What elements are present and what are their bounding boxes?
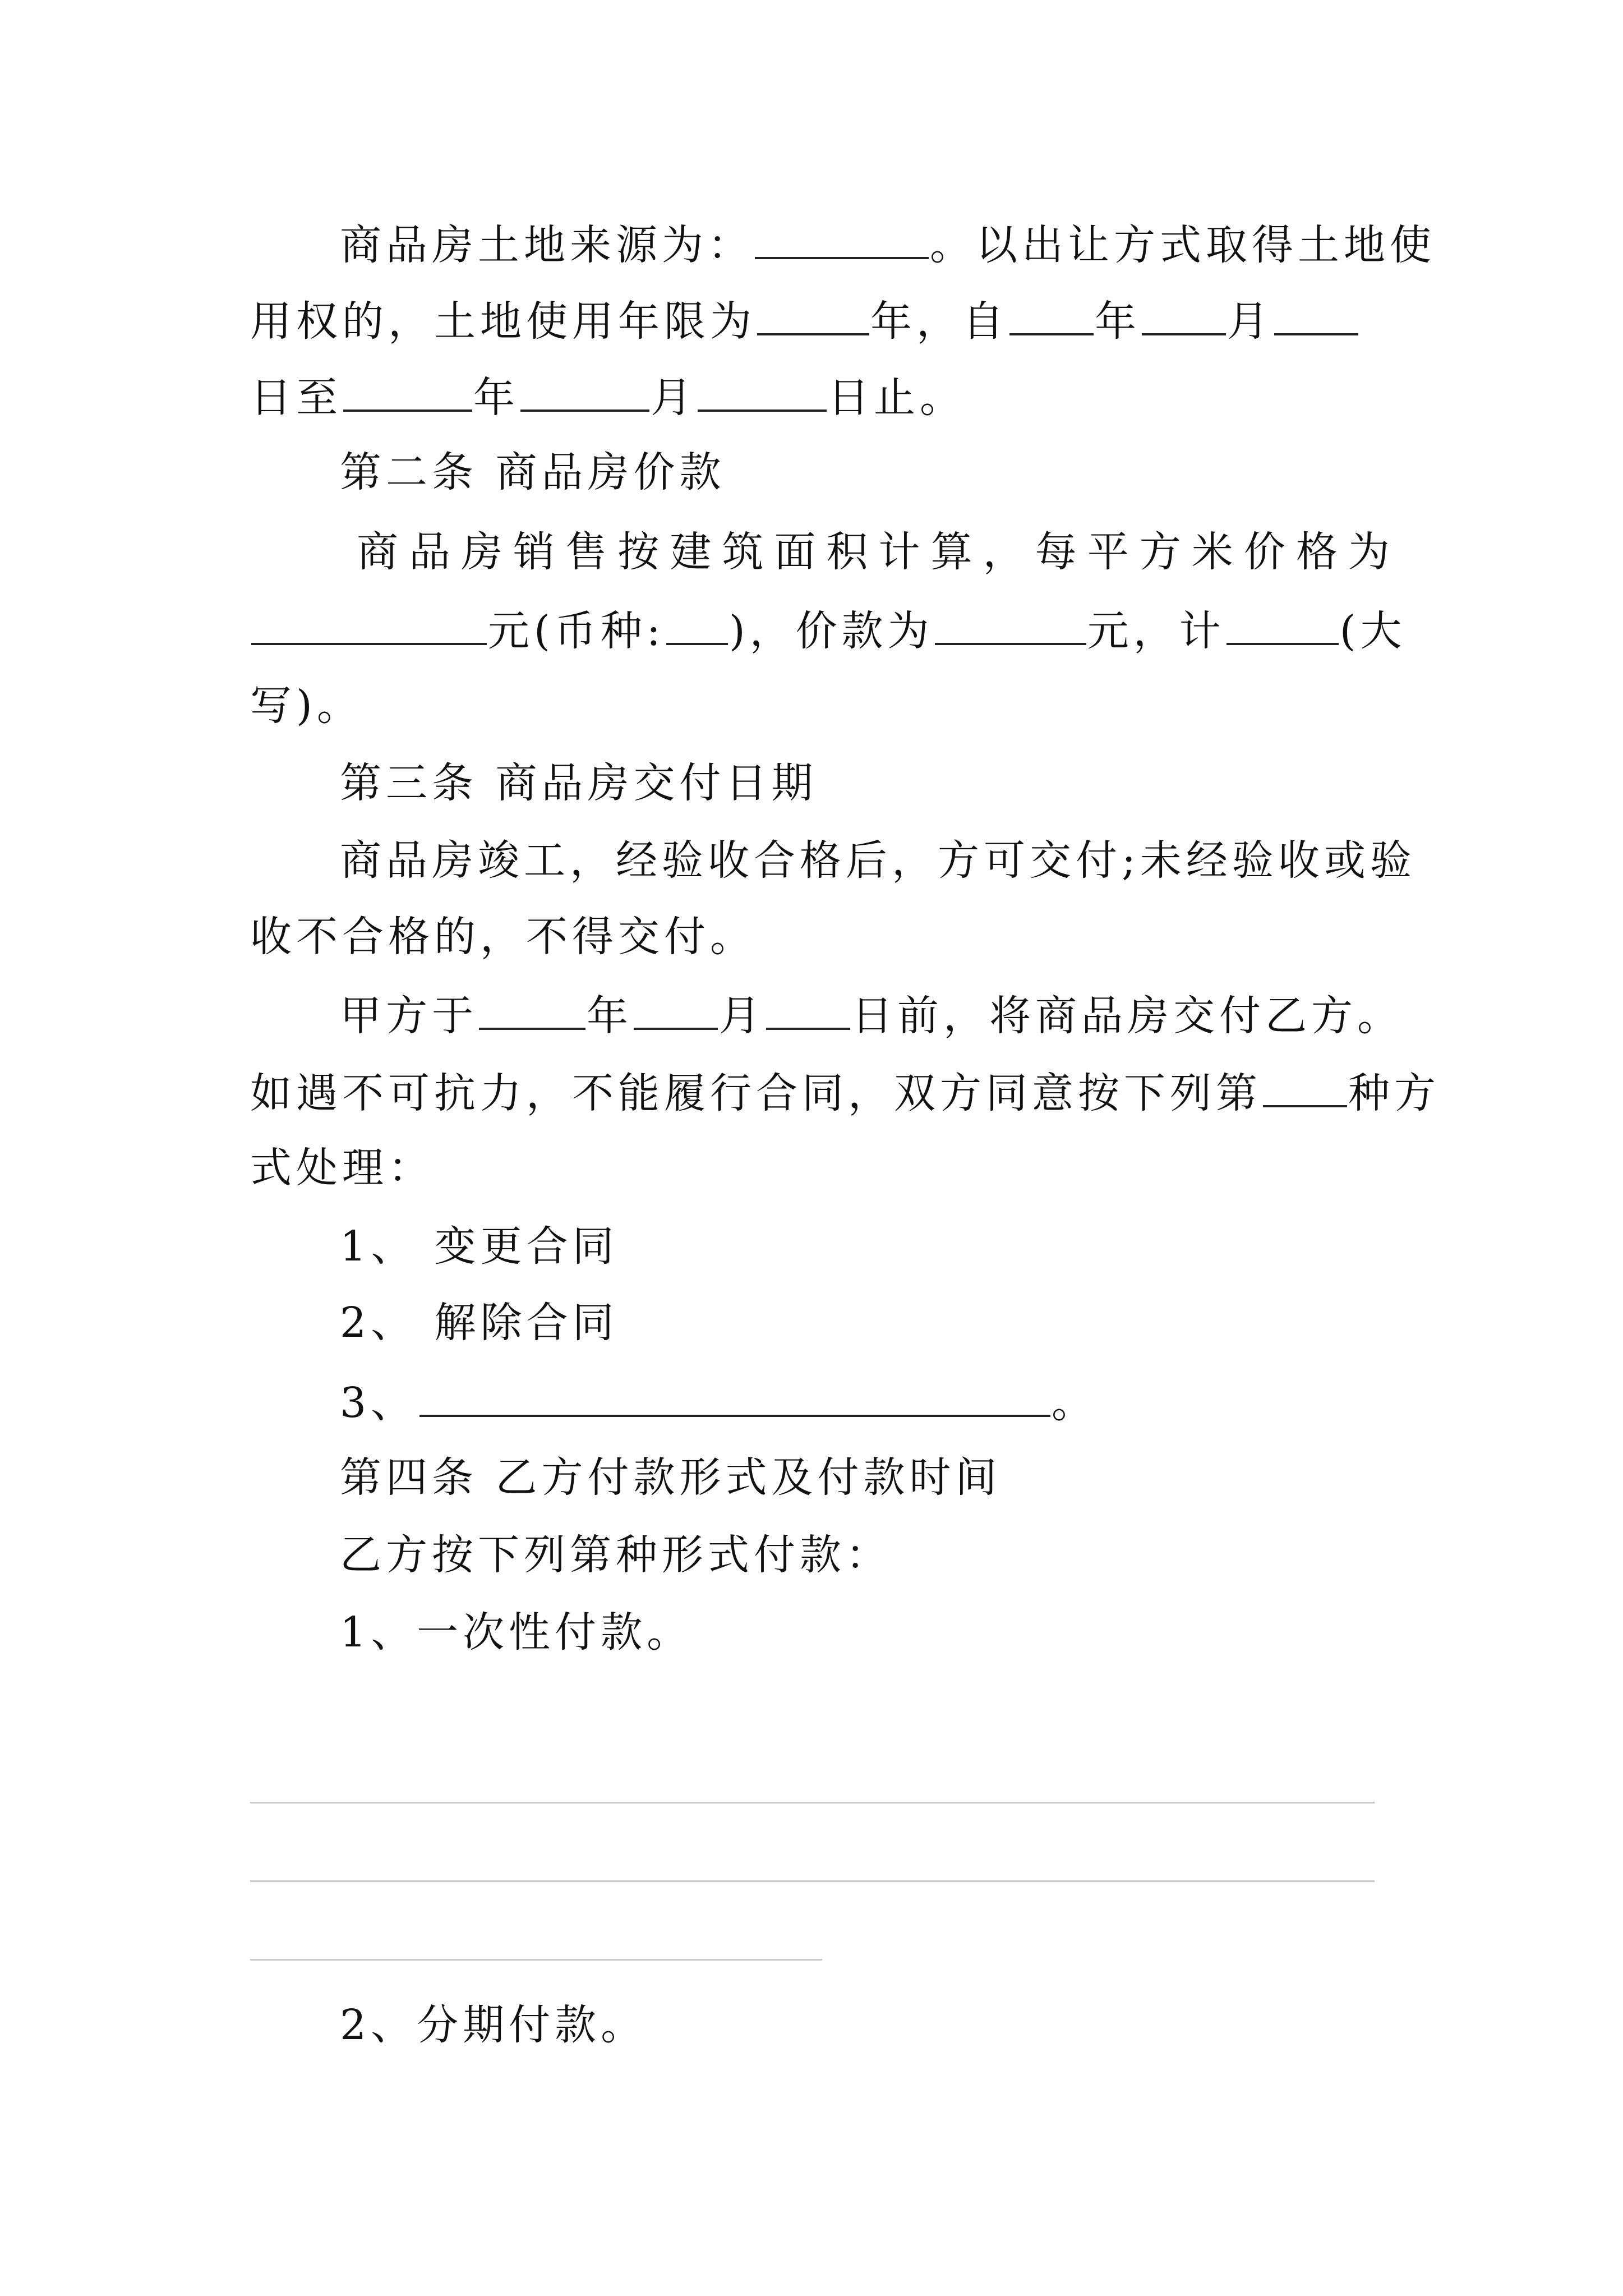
text-option-3: 3、 xyxy=(340,1379,417,1427)
payment-method-line: 乙方按下列第种形式付款： xyxy=(340,1531,892,1579)
land-term-line xyxy=(250,292,1394,349)
option-2: 2、 解除合同 xyxy=(340,1299,619,1347)
delivery-date-line xyxy=(340,986,1403,1044)
text-force-majeure: 如遇不可抗力，不能履行合同，双方同意按下列第 xyxy=(250,1069,1262,1117)
blank-start-day xyxy=(1274,292,1358,335)
price-description-line: 商品房销售按建筑面积计算，每平方米价格为 xyxy=(357,528,1394,576)
fill-line-2 xyxy=(250,1880,1375,1882)
payment-option-1: 1、一次性付款。 xyxy=(340,1608,693,1657)
land-source-line xyxy=(340,215,1436,273)
text-price: )，价款为 xyxy=(728,607,934,655)
text-month: 月 xyxy=(651,374,697,422)
article-2-title: 第二条 商品房价款 xyxy=(340,448,726,496)
blank-option-number xyxy=(1263,1064,1347,1107)
text-year-from: 年，自 xyxy=(870,297,1008,346)
blank-start-year xyxy=(1009,292,1094,335)
blank-option-3 xyxy=(419,1373,1050,1417)
option-3-line xyxy=(340,1373,1394,1431)
acceptance-line-2: 收不合格的，不得交付。 xyxy=(250,913,756,961)
blank-delivery-day xyxy=(766,986,850,1030)
text-year: 年 xyxy=(473,374,519,422)
land-term-end-line xyxy=(250,368,1394,426)
text-year: 年 xyxy=(587,992,633,1040)
blank-unit-price xyxy=(251,601,487,645)
article-4-title: 第四条 乙方付款形式及付款时间 xyxy=(340,1453,1002,1502)
blank-delivery-month xyxy=(634,986,718,1030)
text-period: 。 xyxy=(1052,1379,1098,1427)
payment-option-2: 2、分期付款。 xyxy=(340,2001,647,2049)
blank-total-price xyxy=(935,601,1086,645)
blank-end-year xyxy=(343,368,472,412)
price-amount-line xyxy=(250,601,1407,659)
article-3-title: 第三条 商品房交付日期 xyxy=(340,759,818,807)
blank-end-month xyxy=(520,368,649,412)
text-day-end: 日止。 xyxy=(828,374,966,422)
handling-line: 式处理： xyxy=(250,1144,434,1192)
blank-currency xyxy=(666,601,728,645)
fill-line-1 xyxy=(250,1802,1375,1803)
blank-years xyxy=(757,292,869,335)
blank-land-source xyxy=(755,215,929,259)
text-month: 月 xyxy=(1227,297,1273,346)
blank-capital-amount xyxy=(1227,601,1339,645)
force-majeure-line xyxy=(250,1064,1440,1121)
text-capital-open: (大 xyxy=(1339,607,1407,655)
text-yuan-total: 元，计 xyxy=(1087,607,1225,655)
price-capital-close: 写)。 xyxy=(250,682,363,730)
text-currency: 元(币种: xyxy=(488,607,665,655)
text-land-source: 商品房土地来源为： xyxy=(340,221,754,269)
text-method: 种方 xyxy=(1348,1069,1440,1117)
blank-delivery-year xyxy=(479,986,585,1030)
fill-line-3 xyxy=(250,1959,822,1961)
text-day-to: 日至 xyxy=(250,374,342,422)
text-transfer: 。以出让方式取得土地使 xyxy=(930,221,1436,269)
text-month: 月 xyxy=(719,992,765,1040)
text-deliver: 日前，将商品房交付乙方。 xyxy=(851,992,1403,1040)
option-1: 1、 变更合同 xyxy=(340,1222,619,1271)
blank-start-month xyxy=(1142,292,1226,335)
acceptance-line-1: 商品房竣工，经验收合格后，方可交付;未经验收或验 xyxy=(340,836,1416,885)
text-year: 年 xyxy=(1095,297,1141,346)
blank-end-day xyxy=(698,368,827,412)
text-land-term: 用权的，土地使用年限为 xyxy=(250,297,756,346)
text-party-a: 甲方于 xyxy=(340,992,478,1040)
